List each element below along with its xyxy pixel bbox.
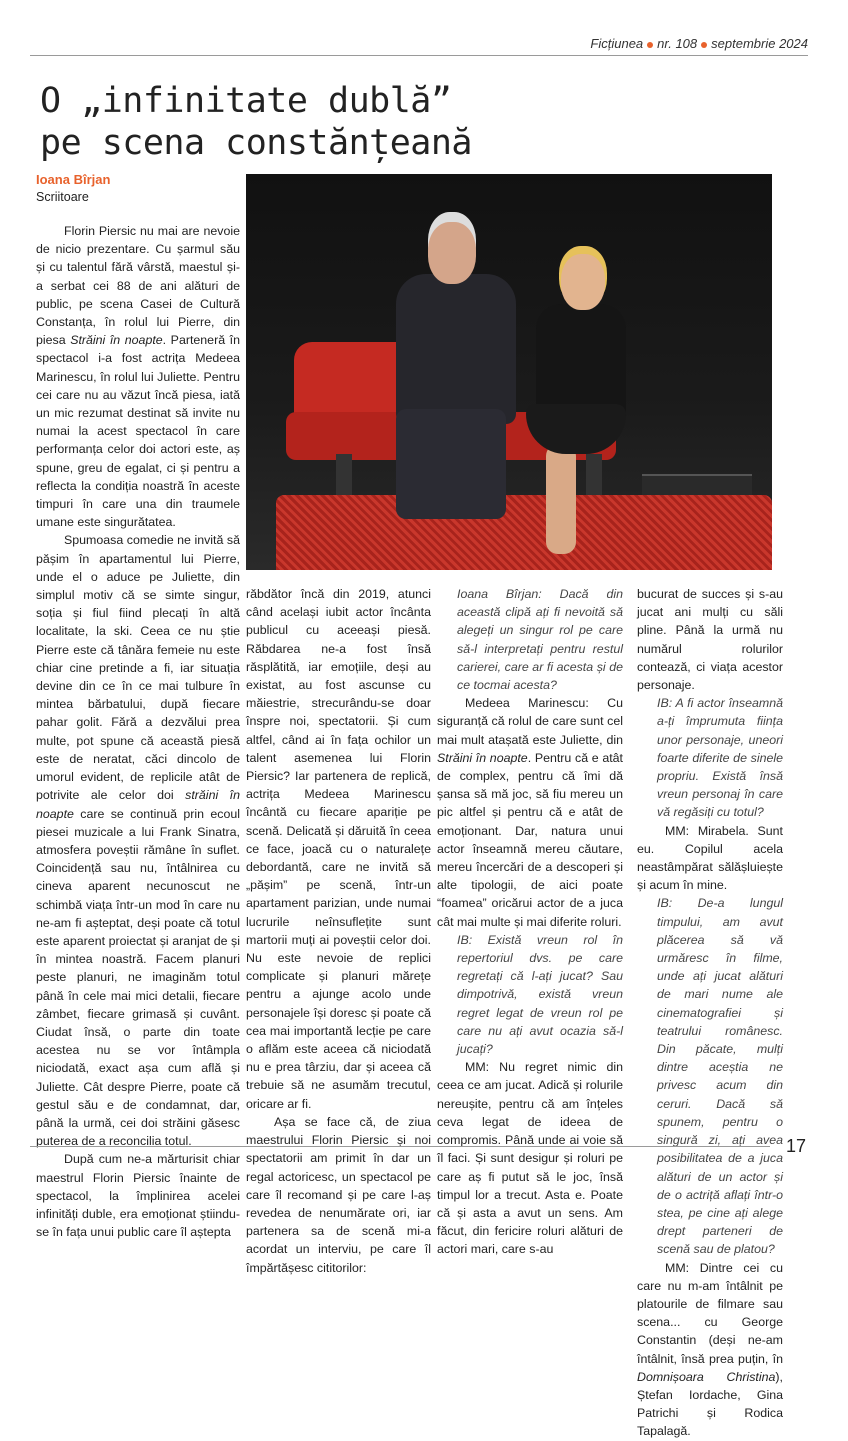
text-run: MM: Nu regret nimic din ceea ce am jucat. Adică și rolurile nereușite, pentru că am înțeles ceva legat de ideea de compromis. Până unde ai voie să îl faci. Și sunt desigur și roluri pe care aș fi putut să le joc, însă timpul lor a trecut. Asta e. Poate că și asta a avut un sens. Am făcut, din fericire roluri alături de actori mari, care s-au	[437, 1060, 623, 1257]
text-run: răbdător încă din 2019, atunci când același iubit actor încânta publicul cu aceeași piesă. Răbdarea ne-a fost însă răsplătită, iar emoțiile, deși au existat, au fost ascunse cu măiestrie, strecurându-se doar înspre noi, spectatorii. Și cum altfel, când ai în fața ochilor un talent asemenea lui Florin Piersic? Iar partenera de replică, actrița Medeea Marinescu încântă cu fiecare apariție pe scenă. Delicată și dăruită în ceea ce face, joacă cu o naturalețe debordantă, care ne invită să „pășim” pe scenă, într-un apartament parizian, unde numai lucrurile neînsuflețite sunt martorii muți ai poveștii celor doi. Nu este nevoie de replici complicate și planuri mărețe pentru a ajunge acolo unde personajele își doresc și poate că cea mai importantă lecție pe care o aflăm este aceea că niciodată nu e prea târziu, dar și aceea că trebuie să ne asumăm trecutul, oricare ar fi.	[246, 587, 431, 1111]
paragraph	[246, 585, 431, 1113]
text-run: Florin Piersic nu mai are nevoie de nicio prezentare. Cu șarmul său și cu talentul fără vârstă, maestul și-a serbat cei 88 de ani alături de public, pe scena Casei de Cultură Constanța, în rolul lui Pierre, din piesa	[36, 224, 240, 348]
text-run: care se continuă prin ecoul piesei muzicale a lui Frank Sinatra, atmosfera poveștii rămâne în suflet. Coincidență sau nu, întâlnirea cu cineva aparent necunoscut ne schimbă viața într-un mod în care nu ne-am fi așteptat, deși poate că totul este aparent proiectat și aranjat de și în mintea noastră. Facem planuri peste planuri, ne imaginăm totul până în cele mai mici detalii, fiecare zâmbet, fiecare grimasă și cuvânt. Ciudat însă, o parte din toate acestea nu se vor întâmpla niciodată, exact așa cum află și Juliette. Cât despre Pierre, poate că gestul său e de condamnat, dar, până la urmă, cei doi străini găsesc puterea de a reconcilia totul.	[36, 806, 240, 1149]
running-header	[590, 36, 808, 51]
author-role: Scriitoare	[36, 190, 89, 204]
text-run: După cum ne-a mărturisit chiar maestrul Florin Piersic înainte de spectacol, la împlinirea acelei infinități duble, era emoționat știindu-se în fața unui public care îl aștepta	[36, 1152, 240, 1240]
italic-title: străini în noapte	[36, 788, 240, 821]
paragraph	[637, 1259, 783, 1441]
page-number: 17	[785, 1136, 806, 1156]
header-divider	[30, 55, 808, 56]
text-run: IB: A fi actor înseamnă a-ți împrumuta ființa unor personaje, uneori foarte diferite de sinele propriu. Există însă vreun personaj în care vă regăsiți cu totul?	[657, 696, 783, 820]
paragraph	[36, 222, 240, 531]
paragraph	[36, 1150, 240, 1241]
text-column-2	[246, 585, 431, 1277]
text-run: bucurat de succes și s-au jucat ani mulți cu săli pline. Până la urmă nu numărul rolurilor contează, ci viața acestor personaje.	[637, 587, 783, 693]
stage-photo	[246, 174, 772, 570]
interview-question	[657, 694, 783, 821]
interview-question	[457, 585, 623, 694]
text-run: ), Ștefan Iordache, Gina Patrichi și Rodica Tapalagă.	[637, 1369, 783, 1439]
issue-number: nr. 108	[657, 36, 698, 51]
article-title	[40, 80, 472, 164]
paragraph	[437, 694, 623, 931]
text-run: Ioana Bîrjan: Dacă din această clipă ați fi nevoită să alegeți un singur rol pe care să-l interpretați pentru restul carierei, care ar fi acesta și de ce tocmai acesta?	[457, 587, 623, 693]
footer-divider	[30, 1146, 770, 1147]
actor-figure	[396, 274, 516, 424]
text-run: Așa se face că, de ziua maestrului Florin Piersic și noi spectatorii am primit în dar un regal actoricesc, un spectacol pe care îl recomand și pe care l-aș revedea de nenumărate ori, iar partenera sa de scenă mi-a acordat un interviu, pe care îl împărtășesc cititorilor:	[246, 1114, 431, 1275]
paragraph	[437, 1058, 623, 1258]
text-run: IB: De-a lungul timpului, am avut plăcerea să vă urmăresc în filme, unde ați jucat alături de mari nume ale cinematografiei și teatrului românesc. Din păcate, mulți dintre aceștia ne privesc acum din ceruri. Dacă să spunem, pentru o singură zi, ați avea posibilitatea de a juca alături de un actor și de o actriță aflați într-o stea, pe cine ați alege drept parteneri de scenă sau de platou?	[657, 896, 783, 1257]
text-run: Spumoasa comedie ne invită să pășim în apartamentul lui Pierre, unde el o aduce pe Juliette, din simplul motiv că se simte singur, soția și fiul fiind plecați în altă localitate, la ski. Ceea ce nu știe Pierre este că tânăra femeie nu este chiar cine pretinde a fi, iar situația devine din ce în ce mai tulbure în mintea bărbatului, după fiecare pahar golit. Fără a dezvălui prea multe, pot spune că această piesă este de neratat, căci dincolo de umorul evident, de replicile atât de potrivite ale celor doi	[36, 533, 240, 803]
red-carpet	[276, 495, 772, 570]
interview-question	[657, 894, 783, 1258]
text-run: MM: Dintre cei cu care nu m-am întâlnit pe platourile de filmare sau scena... cu George Constantin (deși ne-am întâlnit, însă prea puțin, în	[637, 1260, 783, 1366]
paragraph	[246, 1113, 431, 1277]
italic-title: Străini în noapte	[437, 750, 528, 765]
magazine-name: Ficțiunea	[590, 36, 644, 51]
text-run: . Pentru că e atât de complex, pentru că îmi dă șansa să mă joc, să fiu mereu un pic altfel și pentru că e atât de emoționant. Dar, natura unui actor înseamnă mereu căutare, mereu încercări de a descoperi și alte tipologii, de aici poate “foamea” oricărui actor de a juca cât mai multe și mai diferite roluri.	[437, 750, 623, 929]
text-column-3	[437, 585, 623, 1259]
text-run: MM: Mirabela. Sunt eu. Copilul acela neastâmpărat sălășluiește și acum în mine.	[637, 823, 783, 893]
bullet-dot-icon	[701, 42, 707, 48]
bullet-dot-icon	[647, 42, 653, 48]
paragraph	[637, 822, 783, 895]
title-line-2: pe scena constănțeană	[40, 123, 473, 163]
text-run: Medeea Marinescu: Cu siguranță că rolul de care sunt cel mai mult atașată este Juliette, din	[437, 696, 623, 747]
italic-title: Domnișoara Christina	[637, 1369, 776, 1384]
actress-legs	[546, 444, 576, 554]
title-line-1: O „infinitate dublă”	[40, 81, 452, 121]
text-column-4	[637, 585, 783, 1441]
issue-date: septembrie 2024	[711, 36, 808, 51]
text-run: IB: Există vreun rol în repertoriul dvs. pe care regretați că l-ați jucat? Sau dimpotrivă, există vreun regret legat de vreun rol pe care nu ați avut ocazia să-l jucați?	[457, 932, 623, 1057]
paragraph	[637, 585, 783, 694]
author-name: Ioana Bîrjan	[36, 172, 111, 187]
text-column-1	[36, 222, 240, 1241]
actor-legs	[396, 409, 506, 519]
actor-head	[428, 222, 476, 284]
italic-title: Străini în noapte	[70, 333, 163, 348]
text-run: . Parteneră în spectacol i-a fost actrița Medeea Marinescu, în rolul lui Juliette. Pentru cei care nu au văzut încă piesa, iată un mic rezumat destinat să invite nu numai la acest spectacol în care performanța celor doi actori este, aș spune, greu de egalat, ci și pentru a reflecta la condiția noastră în aceste timpuri în care una din traumele umane este singurătatea.	[36, 333, 240, 530]
paragraph	[36, 531, 240, 1150]
actress-head	[561, 254, 605, 310]
interview-question	[457, 931, 623, 1058]
